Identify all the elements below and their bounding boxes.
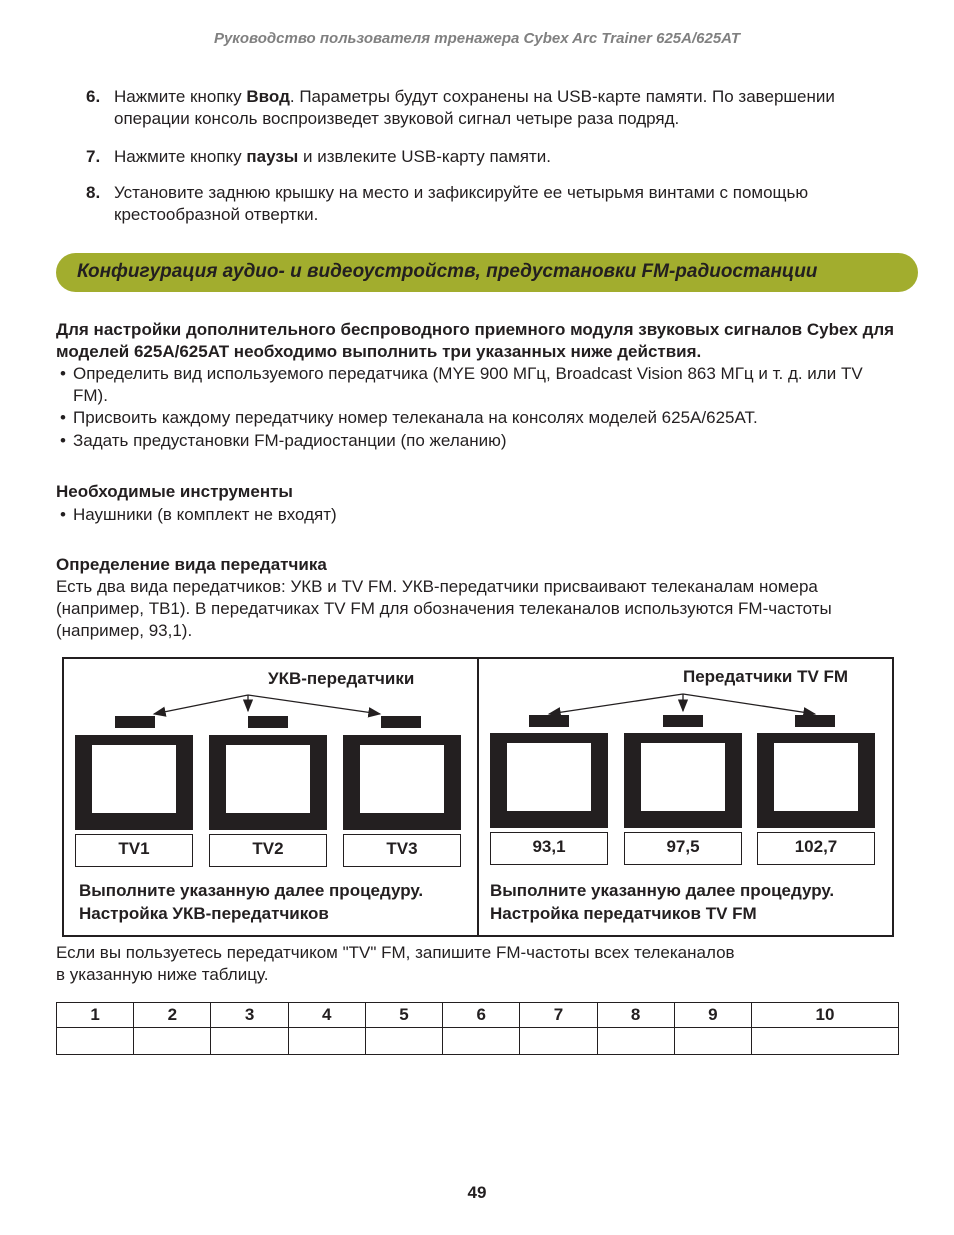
tvfm-panel xyxy=(477,657,894,937)
step-number: 7. xyxy=(86,147,101,166)
tv-monitor-icon xyxy=(343,735,461,830)
step-7 xyxy=(86,146,906,168)
frequency-label: 102,7 xyxy=(757,832,875,865)
tv-monitor-icon xyxy=(490,733,608,828)
frequency-table xyxy=(56,1002,899,1055)
tv-monitor-icon xyxy=(75,735,193,830)
tv-monitor-icon xyxy=(624,733,742,828)
channel-label: TV1 xyxy=(75,834,193,867)
table-cell[interactable] xyxy=(365,1028,442,1055)
intro-bullet: • Определить вид используемого передатчика (MYE 900 МГц, Broadcast Vision 863 МГц и т. д. или TV FM). xyxy=(60,364,863,405)
table-cell[interactable] xyxy=(288,1028,365,1055)
table-cell[interactable] xyxy=(751,1028,898,1055)
tools-bullet: • Наушники (в комплект не входят) xyxy=(60,505,337,524)
tv-monitor-icon xyxy=(757,733,875,828)
intro-paragraph: Для настройки дополнительного беспроводного приемного модуля звуковых сигналов Cybex для моделей 625A/625AT необходимо выполнить три указанных ниже действия. xyxy=(56,320,895,361)
page-number: 49 xyxy=(467,1183,487,1202)
table-cell[interactable] xyxy=(57,1028,134,1055)
tools-heading: Необходимые инструменты xyxy=(56,482,293,501)
table-cell[interactable] xyxy=(520,1028,597,1055)
table-cell[interactable] xyxy=(211,1028,288,1055)
table-header-cell: 3 xyxy=(211,1003,288,1028)
step-8 xyxy=(86,182,906,228)
table-header-cell: 5 xyxy=(365,1003,442,1028)
vhf-panel xyxy=(62,657,479,937)
step-text: Нажмите кнопку паузы и извлеките USB-карту памяти. xyxy=(114,147,552,166)
intro-bullet: • Присвоить каждому передатчику номер телеканала на консолях моделей 625A/625AT. xyxy=(60,408,758,427)
intro-bullet: • Задать предустановки FM-радиостанции (по желанию) xyxy=(60,431,507,450)
table-header-cell: 9 xyxy=(674,1003,751,1028)
channel-label: TV3 xyxy=(343,834,461,867)
panel-note: Выполните указанную далее процедуру. Настройка УКВ-передатчиков xyxy=(79,881,424,923)
section-title: Конфигурация аудио- и видеоустройств, предустановки FM-радиостанции xyxy=(77,261,818,282)
panel-title: Передатчики TV FM xyxy=(683,667,849,686)
receiver-icon xyxy=(115,716,155,728)
step-text: Установите заднюю крышку на место и зафиксируйте ее четырьмя винтами с помощью крестообразной отвертки. xyxy=(114,183,809,224)
table-cell[interactable] xyxy=(443,1028,520,1055)
table-row xyxy=(57,1028,899,1055)
table-cell[interactable] xyxy=(134,1028,211,1055)
table-header-cell: 4 xyxy=(288,1003,365,1028)
frequency-label: 93,1 xyxy=(490,832,608,865)
receiver-icon xyxy=(663,715,703,727)
type-paragraph: Есть два вида передатчиков: УКВ и TV FM. УКВ-передатчики присваивают телеканалам номера (например, ТВ1). В передатчиках TV FM для обозначения телеканалов используются FM-частоты (например, 93,1). xyxy=(56,577,832,640)
step-text: Нажмите кнопку Ввод. Параметры будут сохранены на USB-карте памяти. По завершении операции консоль воспроизведет звуковой сигнал четыре раза подряд. xyxy=(114,87,835,128)
table-header-cell: 10 xyxy=(751,1003,898,1028)
table-header-cell: 2 xyxy=(134,1003,211,1028)
receiver-icon xyxy=(381,716,421,728)
step-number: 8. xyxy=(86,183,101,202)
frequency-label: 97,5 xyxy=(624,832,742,865)
panel-note: Выполните указанную далее процедуру. Настройка передатчиков TV FM xyxy=(490,881,835,923)
receiver-icon xyxy=(529,715,569,727)
receiver-icon xyxy=(248,716,288,728)
after-paragraph: Если вы пользуетесь передатчиком "TV" FM, запишите FM-частоты всех телеканалов в указанную ниже таблицу. xyxy=(56,943,735,984)
tv-monitor-icon xyxy=(209,735,327,830)
table-header-cell: 8 xyxy=(597,1003,674,1028)
table-cell[interactable] xyxy=(674,1028,751,1055)
table-header-cell: 1 xyxy=(57,1003,134,1028)
running-header: Руководство пользователя тренажера Cybex Arc Trainer 625A/625AT xyxy=(213,30,741,47)
step-number: 6. xyxy=(86,87,101,106)
table-header-cell: 7 xyxy=(520,1003,597,1028)
panel-title: УКВ-передатчики xyxy=(268,669,415,688)
table-header-cell: 6 xyxy=(443,1003,520,1028)
type-heading: Определение вида передатчика xyxy=(56,555,327,574)
channel-label: TV2 xyxy=(209,834,327,867)
table-header-row xyxy=(57,1003,899,1028)
receiver-icon xyxy=(795,715,835,727)
step-6 xyxy=(86,86,906,132)
section-banner xyxy=(56,253,918,292)
table-cell[interactable] xyxy=(597,1028,674,1055)
